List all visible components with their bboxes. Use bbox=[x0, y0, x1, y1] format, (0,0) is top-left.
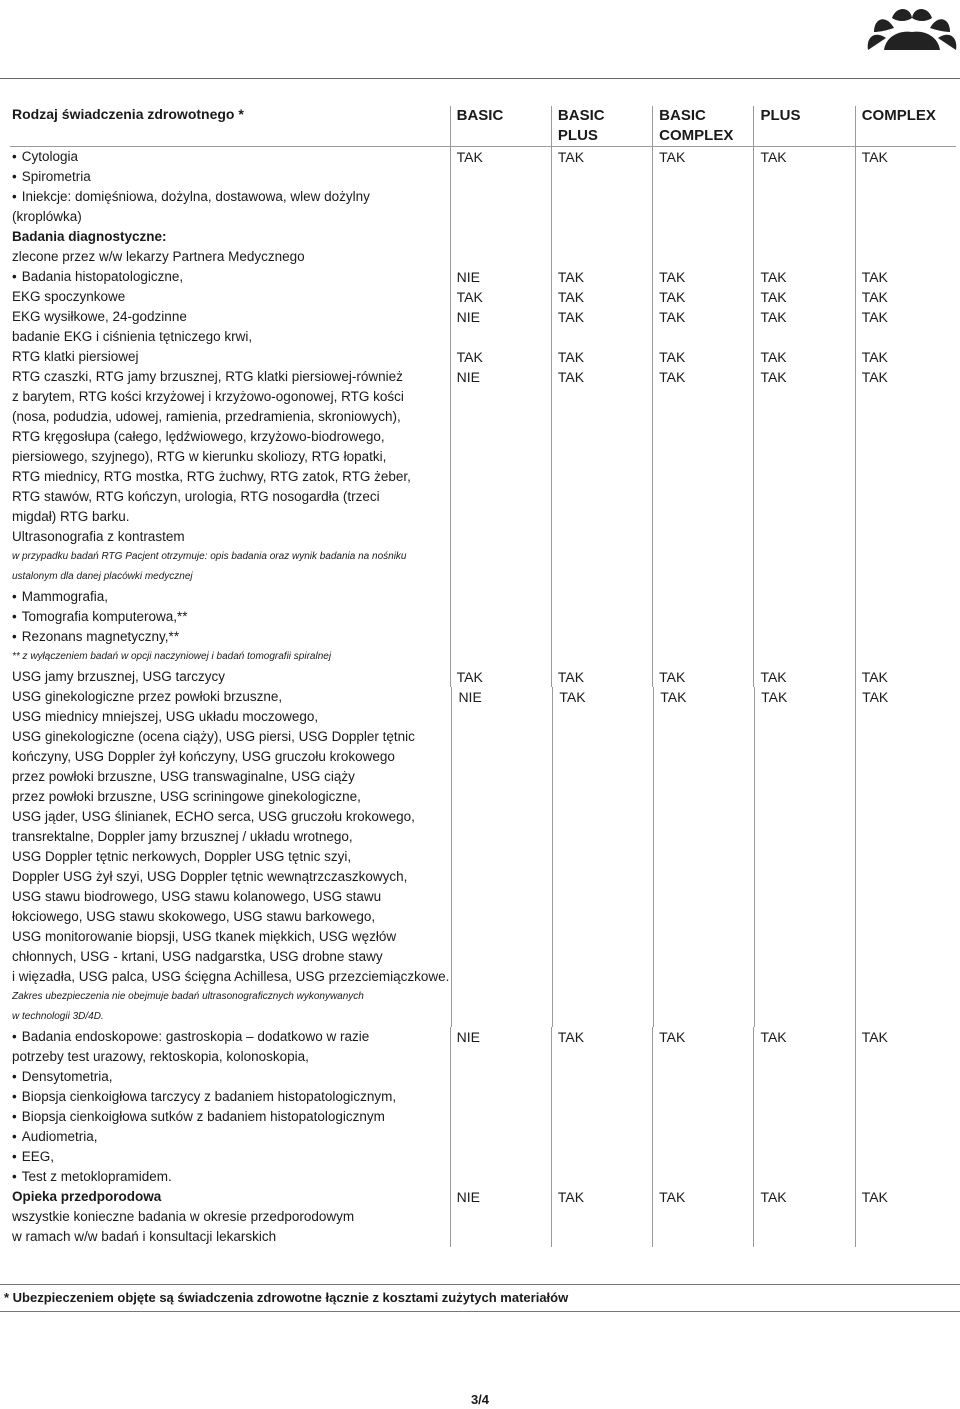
row-value-col2 bbox=[551, 227, 652, 267]
description-line: ** z wyłączeniem badań w opcji naczyniowej i badań tomografii spiralnej bbox=[12, 651, 332, 662]
description-line: • Iniekcje: domięśniowa, dożylna, dostawowa, wlew dożylny bbox=[12, 187, 448, 207]
row-value-col5: TAK bbox=[855, 1187, 956, 1247]
row-value-col2: TAK bbox=[551, 307, 652, 347]
description-line: Opieka przedporodowa bbox=[12, 1189, 162, 1204]
table-row bbox=[10, 227, 956, 267]
table-row bbox=[10, 667, 956, 687]
description-line: USG ginekologiczne (ocena ciąży), USG piersi, USG Doppler tętnic bbox=[12, 729, 415, 744]
row-description bbox=[10, 667, 450, 687]
row-value-col3: TAK bbox=[652, 1187, 753, 1247]
row-value-col3: TAK bbox=[652, 287, 753, 307]
row-value-col1: TAK bbox=[450, 147, 551, 227]
row-value-col5: TAK bbox=[855, 267, 956, 287]
row-value-col3 bbox=[652, 227, 753, 267]
row-value-col4: TAK bbox=[753, 1187, 854, 1247]
description-line: • Biopsja cienkoigłowa tarczycy z badaniem histopatologicznym, bbox=[12, 1087, 448, 1107]
row-description bbox=[10, 147, 450, 227]
row-value-col2: TAK bbox=[551, 667, 652, 687]
description-line: badanie EKG i ciśnienia tętniczego krwi, bbox=[12, 329, 253, 344]
description-line: (kroplówka) bbox=[12, 209, 82, 224]
row-description bbox=[10, 287, 450, 307]
description-line: transrektalne, Doppler jamy brzusznej / układu wrotnego, bbox=[12, 829, 353, 844]
row-value-col4: TAK bbox=[753, 267, 854, 287]
description-line: • Audiometria, bbox=[12, 1127, 448, 1147]
row-value-col5: TAK bbox=[855, 1027, 956, 1187]
row-value-col1: TAK bbox=[450, 287, 551, 307]
row-description bbox=[10, 1187, 450, 1247]
row-value-col2: TAK bbox=[551, 1187, 652, 1247]
row-value-col4: TAK bbox=[753, 367, 854, 667]
row-value-col2: TAK bbox=[551, 147, 652, 227]
row-value-col3: TAK bbox=[652, 667, 753, 687]
top-divider bbox=[0, 78, 960, 79]
row-value-col4: TAK bbox=[753, 667, 854, 687]
description-line: USG monitorowanie biopsji, USG tkanek miękkich, USG węzłów bbox=[12, 929, 397, 944]
description-line: (nosa, podudzia, udowej, ramienia, przedramienia, skroniowych), bbox=[12, 409, 401, 424]
column-header-plus: PLUS bbox=[753, 106, 854, 146]
table-row bbox=[10, 307, 956, 347]
description-line: RTG czaszki, RTG jamy brzusznej, RTG klatki piersiowej-również bbox=[12, 369, 403, 384]
description-line: • Rezonans magnetyczny,** bbox=[12, 627, 448, 647]
description-line: RTG stawów, RTG kończyn, urologia, RTG nosogardła (trzeci bbox=[12, 489, 380, 504]
row-description bbox=[10, 687, 451, 1027]
column-header-complex: COMPLEX bbox=[855, 106, 956, 146]
description-line: • Mammografia, bbox=[12, 587, 448, 607]
row-value-col2: TAK bbox=[551, 367, 652, 667]
row-value-col2: TAK bbox=[551, 267, 652, 287]
column-header-basic: BASIC bbox=[450, 106, 551, 146]
row-value-col1: NIE bbox=[450, 1027, 551, 1187]
table-row bbox=[10, 687, 956, 1027]
table-body bbox=[10, 147, 956, 1247]
description-line: piersiowego, szyjnego), RTG w kierunku skoliozy, RTG łopatki, bbox=[12, 449, 387, 464]
description-line: EKG wysiłkowe, 24-godzinne bbox=[12, 309, 187, 324]
row-value-col1: NIE bbox=[450, 307, 551, 347]
row-value-col1: TAK bbox=[450, 347, 551, 367]
description-line: przez powłoki brzuszne, USG scriningowe ginekologiczne, bbox=[12, 789, 361, 804]
row-value-col5: TAK bbox=[855, 367, 956, 667]
row-value-col1 bbox=[450, 227, 551, 267]
row-value-col2: TAK bbox=[552, 687, 653, 1027]
row-value-col3: TAK bbox=[652, 147, 753, 227]
row-value-col4: TAK bbox=[753, 287, 854, 307]
row-value-col3: TAK bbox=[652, 267, 753, 287]
row-value-col4: TAK bbox=[753, 307, 854, 347]
row-value-col1: NIE bbox=[450, 267, 551, 287]
description-line: USG ginekologiczne przez powłoki brzuszne, bbox=[12, 689, 283, 704]
table-row bbox=[10, 1027, 956, 1187]
row-value-col4 bbox=[753, 227, 854, 267]
row-description bbox=[10, 307, 450, 347]
description-line: Ultrasonografia z kontrastem bbox=[12, 529, 185, 544]
description-line: RTG miednicy, RTG mostka, RTG żuchwy, RTG zatok, RTG żeber, bbox=[12, 469, 411, 484]
description-line: w przypadku badań RTG Pacjent otrzymuje: opis badania oraz wynik badania na nośniku bbox=[12, 551, 407, 562]
description-line: • Test z metoklopramidem. bbox=[12, 1167, 448, 1187]
footnote: * Ubezpieczeniem objęte są świadczenia zdrowotne łącznie z kosztami zużytych materiałów bbox=[4, 1290, 569, 1305]
description-line: RTG kręgosłupa (całego, lędźwiowego, krzyżowo-biodrowego, bbox=[12, 429, 385, 444]
description-line: łokciowego, USG stawu skokowego, USG stawu barkowego, bbox=[12, 909, 376, 924]
description-line: Doppler USG żył szyi, USG Doppler tętnic wewnątrzczaszkowych, bbox=[12, 869, 408, 884]
row-value-col5 bbox=[855, 227, 956, 267]
description-line: • Tomografia komputerowa,** bbox=[12, 607, 448, 627]
benefits-table bbox=[10, 106, 956, 1247]
row-value-col5: TAK bbox=[855, 687, 956, 1027]
footnote-divider-bottom bbox=[0, 1311, 960, 1312]
table-row bbox=[10, 347, 956, 367]
description-line: wszystkie konieczne badania w okresie przedporodowym bbox=[12, 1209, 355, 1224]
table-row bbox=[10, 367, 956, 667]
description-line: • Badania endoskopowe: gastroskopia – dodatkowo w razie bbox=[12, 1027, 448, 1047]
table-row bbox=[10, 287, 956, 307]
description-line: USG jąder, USG ślinianek, ECHO serca, USG gruczołu krokowego, bbox=[12, 809, 415, 824]
row-value-col3: TAK bbox=[652, 347, 753, 367]
row-value-col4: TAK bbox=[754, 687, 855, 1027]
description-line: • EEG, bbox=[12, 1147, 448, 1167]
row-description bbox=[10, 1027, 450, 1187]
header-title: Rodzaj świadczenia zdrowotnego * bbox=[12, 106, 244, 122]
description-line: w ramach w/w badań i konsultacji lekarskich bbox=[12, 1229, 277, 1244]
description-line: • Biopsja cienkoigłowa sutków z badaniem histopatologicznym bbox=[12, 1107, 448, 1127]
table-row bbox=[10, 267, 956, 287]
column-header-basic-complex: BASIC COMPLEX bbox=[652, 106, 753, 146]
brand-logo-icon bbox=[864, 2, 960, 52]
row-value-col4: TAK bbox=[753, 347, 854, 367]
row-value-col2: TAK bbox=[551, 1027, 652, 1187]
row-value-col5: TAK bbox=[855, 347, 956, 367]
row-value-col1: NIE bbox=[451, 687, 552, 1027]
description-line: • Spirometria bbox=[12, 167, 448, 187]
description-line: • Densytometria, bbox=[12, 1067, 448, 1087]
row-value-col5: TAK bbox=[855, 287, 956, 307]
row-value-col4: TAK bbox=[753, 147, 854, 227]
table-row bbox=[10, 1187, 956, 1247]
row-value-col3: TAK bbox=[653, 687, 754, 1027]
row-value-col5: TAK bbox=[855, 667, 956, 687]
description-line: Zakres ubezpieczenia nie obejmuje badań ultrasonograficznych wykonywanych bbox=[12, 991, 364, 1002]
description-line: kończyny, USG Doppler żył kończyny, USG gruczołu krokowego bbox=[12, 749, 395, 764]
description-line: i więzadła, USG palca, USG ścięgna Achillesa, USG przezciemiączkowe. bbox=[12, 969, 450, 984]
row-description bbox=[10, 227, 450, 267]
description-line: migdał) RTG barku. bbox=[12, 509, 130, 524]
row-description bbox=[10, 347, 450, 367]
description-line: ustalonym dla danej placówki medycznej bbox=[12, 571, 193, 582]
row-value-col5: TAK bbox=[855, 147, 956, 227]
description-line: USG miednicy mniejszej, USG układu moczowego, bbox=[12, 709, 319, 724]
row-value-col1: NIE bbox=[450, 1187, 551, 1247]
row-value-col3: TAK bbox=[652, 307, 753, 347]
table-row bbox=[10, 147, 956, 227]
description-line: w technologii 3D/4D. bbox=[12, 1011, 104, 1022]
row-description bbox=[10, 267, 450, 287]
description-line: potrzeby test urazowy, rektoskopia, kolonoskopia, bbox=[12, 1049, 309, 1064]
description-line: USG jamy brzusznej, USG tarczycy bbox=[12, 669, 226, 684]
description-line: • Badania histopatologiczne, bbox=[12, 267, 448, 287]
description-line: zlecone przez w/w lekarzy Partnera Medycznego bbox=[12, 249, 305, 264]
description-line: z barytem, RTG kości krzyżowej i krzyżowo-ogonowej, RTG kości bbox=[12, 389, 404, 404]
row-value-col5: TAK bbox=[855, 307, 956, 347]
row-value-col3: TAK bbox=[652, 367, 753, 667]
description-line: EKG spoczynkowe bbox=[12, 289, 126, 304]
row-value-col1: NIE bbox=[450, 367, 551, 667]
row-value-col2: TAK bbox=[551, 287, 652, 307]
description-line: RTG klatki piersiowej bbox=[12, 349, 139, 364]
row-value-col4: TAK bbox=[753, 1027, 854, 1187]
description-line: • Cytologia bbox=[12, 147, 448, 167]
row-value-col3: TAK bbox=[652, 1027, 753, 1187]
row-description bbox=[10, 367, 450, 667]
description-line: USG Doppler tętnic nerkowych, Doppler USG tętnic szyi, bbox=[12, 849, 352, 864]
footnote-divider-top bbox=[0, 1284, 960, 1285]
column-header-basic-plus: BASIC PLUS bbox=[551, 106, 652, 146]
row-value-col1: TAK bbox=[450, 667, 551, 687]
description-line: Badania diagnostyczne: bbox=[12, 229, 167, 244]
table-header-row bbox=[10, 106, 956, 147]
row-value-col2: TAK bbox=[551, 347, 652, 367]
description-line: przez powłoki brzuszne, USG transwaginalne, USG ciąży bbox=[12, 769, 355, 784]
page-number: 3/4 bbox=[470, 1392, 490, 1407]
description-line: USG stawu biodrowego, USG stawu kolanowego, USG stawu bbox=[12, 889, 382, 904]
description-line: chłonnych, USG - krtani, USG nadgarstka, USG drobne stawy bbox=[12, 949, 383, 964]
